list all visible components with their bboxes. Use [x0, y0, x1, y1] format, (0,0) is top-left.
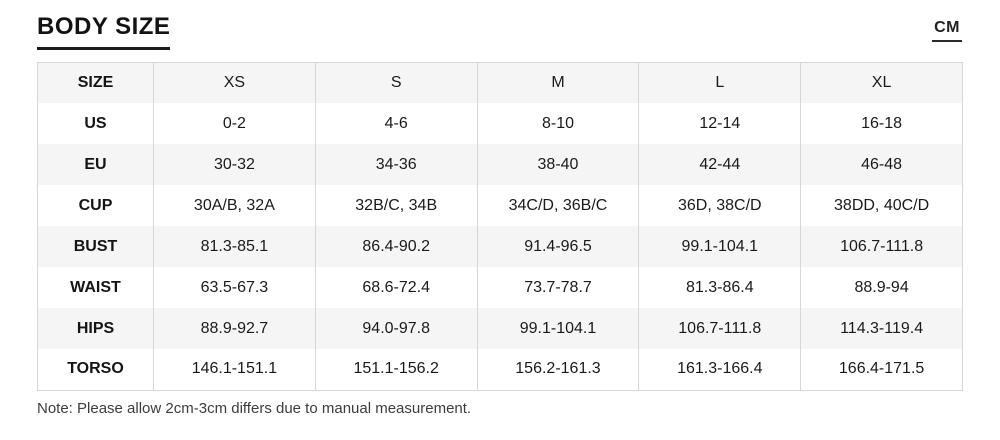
cell: 99.1-104.1: [639, 226, 801, 267]
table-row-torso: [38, 349, 963, 390]
cell: 8-10: [477, 103, 639, 144]
row-label: WAIST: [70, 278, 121, 296]
cell: 106.7-111.8: [639, 308, 801, 349]
cell: 12-14: [639, 103, 801, 144]
table-row-eu: [38, 144, 963, 185]
header-cell-xl: XL: [801, 62, 963, 103]
row-label: TORSO: [67, 360, 124, 378]
cell: 16-18: [801, 103, 963, 144]
unit-label: CM: [932, 19, 962, 42]
header-row: [38, 62, 963, 103]
cell: 114.3-119.4: [801, 308, 963, 349]
cell: 30-32: [154, 144, 316, 185]
header-cell-m: M: [477, 62, 639, 103]
table-row-us: [38, 103, 963, 144]
cell: 38DD, 40C/D: [801, 185, 963, 226]
table-row-bust: [38, 226, 963, 267]
page-title: BODY SIZE: [37, 13, 170, 50]
header-cell-size: SIZE: [77, 73, 114, 91]
cell: 34-36: [315, 144, 477, 185]
cell: 32B/C, 34B: [315, 185, 477, 226]
cell: 68.6-72.4: [315, 267, 477, 308]
cell: 88.9-92.7: [154, 308, 316, 349]
row-label: BUST: [73, 237, 118, 255]
measurement-note: Note: Please allow 2cm-3cm differs due to manual measurement.: [37, 399, 472, 417]
cell: 106.7-111.8: [801, 226, 963, 267]
cell: 81.3-85.1: [154, 226, 316, 267]
table-row-waist: [38, 267, 963, 308]
cell: 86.4-90.2: [315, 226, 477, 267]
row-label: US: [84, 114, 107, 132]
cell: 63.5-67.3: [154, 267, 316, 308]
cell: 88.9-94: [801, 267, 963, 308]
header-cell-l: L: [639, 62, 801, 103]
cell: 156.2-161.3: [477, 349, 639, 390]
cell: 30A/B, 32A: [154, 185, 316, 226]
table-row-hips: [38, 308, 963, 349]
cell: 42-44: [639, 144, 801, 185]
cell: 46-48: [801, 144, 963, 185]
header-cell-xs: XS: [154, 62, 316, 103]
cell: 81.3-86.4: [639, 267, 801, 308]
cell: 73.7-78.7: [477, 267, 639, 308]
cell: 161.3-166.4: [639, 349, 801, 390]
cell: 94.0-97.8: [315, 308, 477, 349]
row-label: CUP: [78, 196, 113, 214]
cell: 4-6: [315, 103, 477, 144]
cell: 166.4-171.5: [801, 349, 963, 390]
cell: 38-40: [477, 144, 639, 185]
page-header: [37, 13, 963, 50]
header-cell-s: S: [315, 62, 477, 103]
table-row-cup: [38, 185, 963, 226]
row-label: HIPS: [76, 319, 115, 337]
cell: 36D, 38C/D: [639, 185, 801, 226]
row-label: EU: [84, 155, 107, 173]
cell: 146.1-151.1: [154, 349, 316, 390]
cell: 151.1-156.2: [315, 349, 477, 390]
cell: 0-2: [154, 103, 316, 144]
cell: 34C/D, 36B/C: [477, 185, 639, 226]
cell: 99.1-104.1: [477, 308, 639, 349]
size-table: [37, 62, 963, 391]
cell: 91.4-96.5: [477, 226, 639, 267]
